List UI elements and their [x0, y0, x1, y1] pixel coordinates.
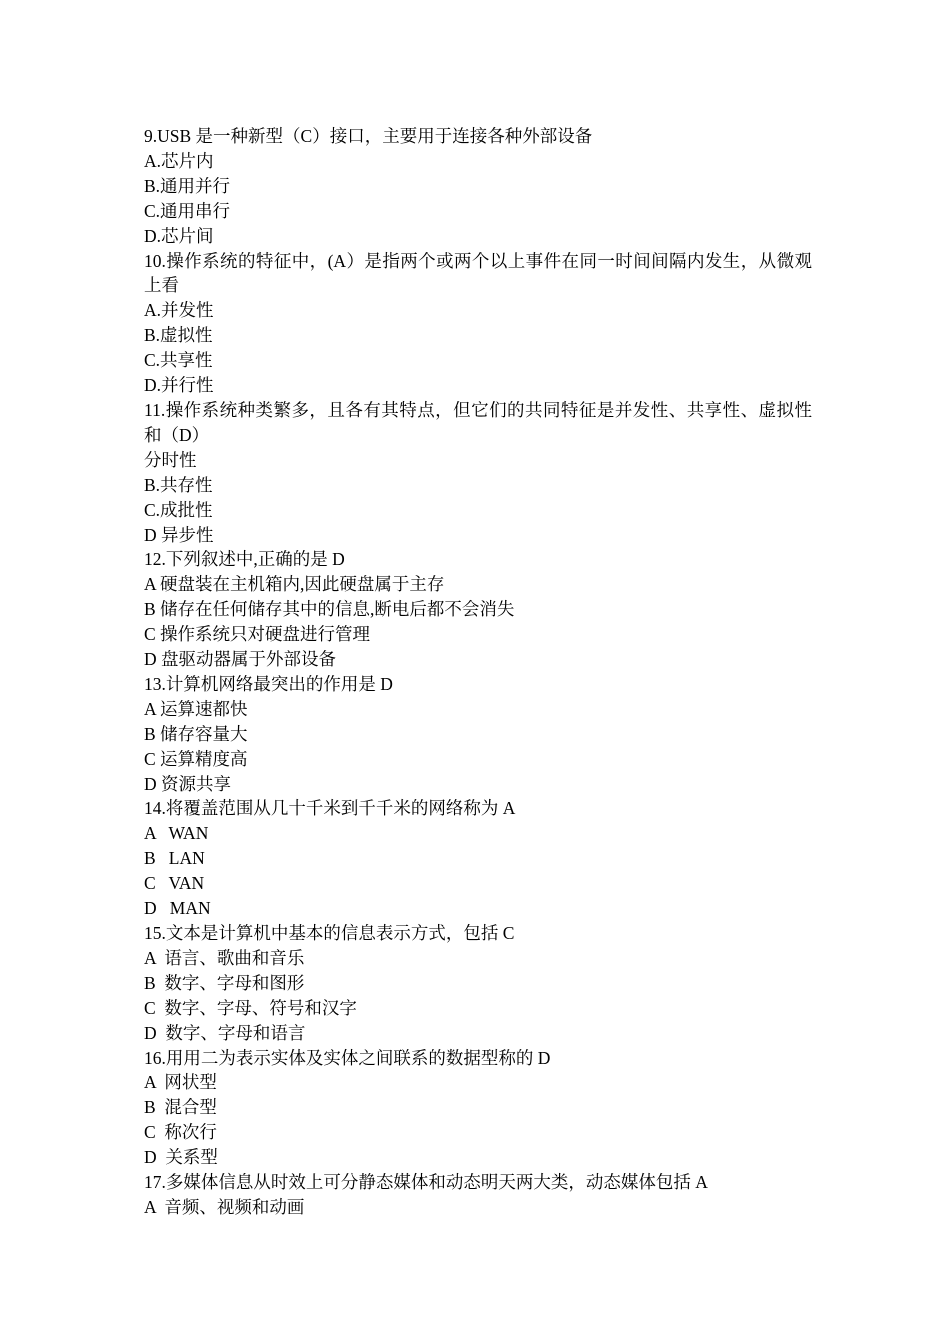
- question-14-stem: 14.将覆盖范围从几十千米到千千米的网络称为 A: [144, 798, 516, 819]
- question-11-option-c: C.成批性: [144, 499, 213, 520]
- question-10-option-c: C.共享性: [144, 350, 213, 371]
- question-16-option-d: D 关系型: [144, 1147, 218, 1168]
- question-14-option-d: D MAN: [144, 898, 211, 919]
- question-12-option-b: B 储存在任何储存其中的信息,断电后都不会消失: [144, 599, 515, 620]
- question-14-option-a: A WAN: [144, 823, 209, 844]
- question-15-option-d: D 数字、字母和语言: [144, 1022, 306, 1043]
- question-11-option-d: D 异步性: [144, 524, 214, 545]
- question-15-option-c: C 数字、字母、符号和汉字: [144, 997, 357, 1018]
- question-16-option-a: A 网状型: [144, 1072, 217, 1093]
- question-9-stem: 9.USB 是一种新型（C）接口，主要用于连接各种外部设备: [144, 126, 593, 146]
- question-17-option-a: A 音频、视频和动画: [144, 1196, 305, 1217]
- question-15-option-b: B 数字、字母和图形: [144, 972, 305, 993]
- question-9-option-c: C.通用串行: [144, 200, 231, 221]
- question-10-option-d: D.并行性: [144, 375, 214, 396]
- question-13-option-b: B 储存容量大: [144, 723, 248, 744]
- question-12-option-a: A 硬盘装在主机箱内,因此硬盘属于主存: [144, 574, 445, 595]
- document-body: [144, 124, 812, 1220]
- question-10-option-a: A.并发性: [144, 300, 214, 321]
- question-11-stem: 11.操作系统种类繁多，且各有其特点，但它们的共同特征是并发性、共享性、虚拟性和（D）: [144, 399, 812, 445]
- question-15-stem: 15.文本是计算机中基本的信息表示方式，包括 C: [144, 923, 515, 943]
- question-13-option-c: C 运算精度高: [144, 748, 248, 769]
- question-14-option-b: B LAN: [144, 848, 205, 869]
- question-10-stem: 10.操作系统的特征中，(A）是指两个或两个以上事件在同一时间间隔内发生，从微观上看: [144, 250, 812, 296]
- question-16-option-c: C 称次行: [144, 1122, 217, 1143]
- question-9-option-a: A.芯片内: [144, 150, 214, 171]
- question-9-option-d: D.芯片间: [144, 225, 214, 246]
- question-12-option-c: C 操作系统只对硬盘进行管理: [144, 624, 371, 645]
- question-16-stem: 16.用用二为表示实体及实体之间联系的数据型称的 D: [144, 1047, 551, 1068]
- question-11-option-a: 分时性: [144, 449, 197, 470]
- question-10-option-b: B.虚拟性: [144, 325, 213, 346]
- question-11-option-b: B.共存性: [144, 474, 213, 495]
- question-13-option-d: D 资源共享: [144, 773, 232, 794]
- question-9-option-b: B.通用并行: [144, 175, 231, 196]
- question-13-stem: 13.计算机网络最突出的作用是 D: [144, 673, 393, 694]
- question-16-option-b: B 混合型: [144, 1097, 217, 1118]
- question-15-option-a: A 语言、歌曲和音乐: [144, 947, 305, 968]
- question-14-option-c: C VAN: [144, 873, 205, 894]
- question-12-stem: 12.下列叙述中,正确的是 D: [144, 549, 345, 570]
- question-17-stem: 17.多媒体信息从时效上可分静态媒体和动态明天两大类，动态媒体包括 A: [144, 1172, 708, 1193]
- question-13-option-a: A 运算速都快: [144, 698, 248, 719]
- question-12-option-d: D 盘驱动器属于外部设备: [144, 649, 337, 670]
